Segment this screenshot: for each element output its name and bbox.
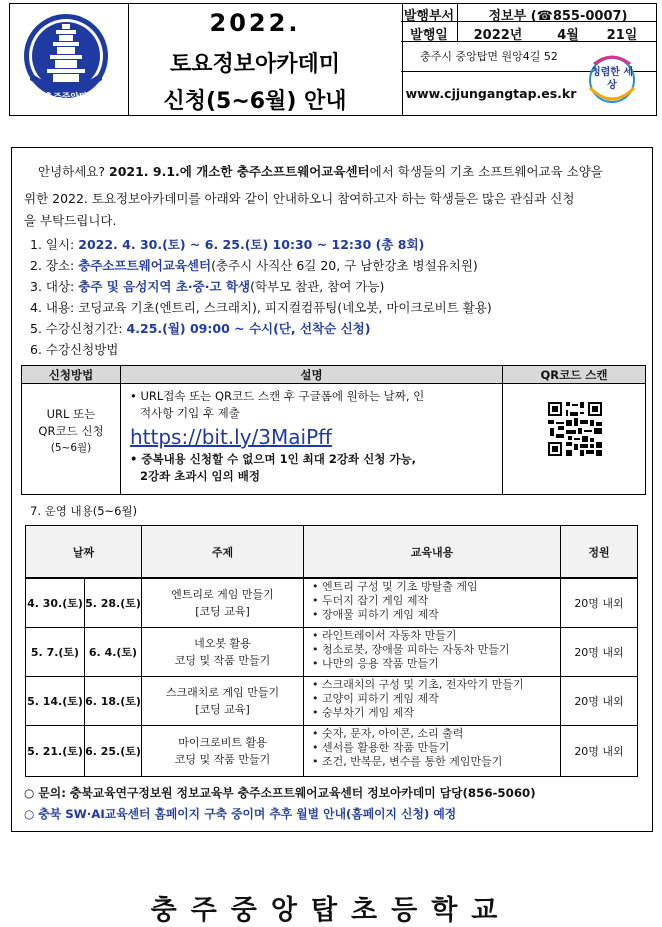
item-place: 2. 장소: 충주소프트웨어교육센터(충주시 사직산 6길 20, 구 남한강초 병설유치원) <box>30 258 478 273</box>
app-desc-cell: • URL접속 또는 QR코드 스캔 후 구글폼에 원하는 날짜, 인 적사항 기입 후 제출 https://bit.ly/3MaiPff • 중복내용 신청할 수 없으며 1인 최대 2강좌 신청 가능, 2강좌 초과시 임의 배정 <box>130 388 500 485</box>
app-header-method: 신청방법 <box>48 367 94 382</box>
integrity-badge <box>580 46 644 110</box>
table-row-1-topic: 엔트리로 게임 만들기 [코딩 교육] <box>171 588 274 618</box>
date-month: 4월 <box>557 28 579 43</box>
publisher-label: 발행부서 <box>403 9 455 24</box>
sched-header-capacity: 정원 <box>588 545 610 559</box>
address: 충주시 중앙탑면 원앙4길 52 <box>420 50 558 63</box>
table-row-4-capacity: 20명 내외 <box>574 745 624 758</box>
intro-center: 2021. 9.1.에 개소한 충주소프트웨어교육센터 <box>109 164 370 179</box>
item-method: 6. 수강신청방법 <box>30 342 119 357</box>
intro-line-1 <box>24 163 644 180</box>
app-method-cell: URL 또는 QR코드 신청 (5~6월) <box>38 407 104 454</box>
date-year: 2022년 <box>473 28 523 43</box>
table-row-4-date2: 6. 25.(토) <box>85 745 141 758</box>
schedule-table <box>25 525 638 777</box>
integrity-badge-text: 청렴한 세상 <box>590 67 634 91</box>
title-application: 신청(5~6월) 안내 <box>163 89 347 114</box>
application-link[interactable]: https://bit.ly/3MaiPff <box>130 425 332 449</box>
school-logo <box>20 10 112 110</box>
table-row-3-topic: 스크래치로 게임 만들기 [코딩 교육] <box>165 686 280 716</box>
table-row-3-date1: 5. 14.(토) <box>27 695 83 708</box>
table-row-2-topic: 네오봇 활용 코딩 및 작품 만들기 <box>174 637 271 667</box>
school-name-footer: 충주중앙탑초등학교 <box>150 895 512 926</box>
school-logo-text: 충주중앙탑 <box>44 93 88 103</box>
application-table <box>21 365 646 495</box>
qr-code-icon[interactable] <box>546 400 604 458</box>
app-header-qr: QR코드 스캔 <box>540 367 608 382</box>
table-row-4-content: • 숫자, 문자, 아이콘, 소리 출력 • 센서를 활용한 작품 만들기 • 조건, 반복문, 변수를 통한 게임만들기 <box>312 727 503 768</box>
table-row-3-date2: 6. 18.(토) <box>85 695 141 708</box>
intro-line-2: 위한 2022. 토요정보아카데미를 아래와 같이 안내하오니 참여하고자 하는 학생들은 많은 관심과 신청 <box>24 191 575 206</box>
item-period: 5. 수강신청기간: 4.25.(월) 09:00 ~ 수시(단, 선착순 신청) <box>30 321 371 336</box>
sched-header-topic: 주제 <box>211 545 234 559</box>
table-row-3-capacity: 20명 내외 <box>574 695 624 708</box>
table-row-2-date2: 6. 4.(토) <box>88 646 138 659</box>
sched-header-content: 교육내용 <box>410 545 454 559</box>
item-target: 3. 대상: 충주 및 음성지역 초·중·고 학생(학부모 참관, 참여 가능) <box>30 279 385 294</box>
intro-rest: 에서 학생들의 기초 소프트웨어교육 소양을 <box>369 164 603 179</box>
date-label: 발행일 <box>410 28 448 43</box>
homepage-note: ○ 충북 SW·AI교육센터 홈페이지 구축 중이며 추후 월별 안내(홈페이지 신청) 예정 <box>24 807 457 821</box>
date-day: 21일 <box>606 28 638 43</box>
table-row-4-date1: 5. 21.(토) <box>27 745 83 758</box>
intro-line-3: 을 부탁드립니다. <box>24 213 117 228</box>
table-row-1-date1: 4. 30.(토) <box>27 597 83 610</box>
contact-note: ○ 문의: 충북교육연구정보원 정보교육부 충주소프트웨어교육센터 정보아카데미 담당(856-5060) <box>24 786 536 800</box>
table-row-3-content: • 스크래치의 구성 및 기초, 전자악기 만들기 • 고양이 피하기 게임 제작 • 숭부차기 게임 제작 <box>312 678 524 719</box>
schedule-heading: 7. 운영 내용(5~6월) <box>30 504 138 518</box>
sched-header-date: 날짜 <box>72 545 95 559</box>
item-content: 4. 내용: 코딩교육 기초(엔트리, 스크래치), 피지컬컴퓨팅(네오봇, 마이크로비트 활용) <box>30 300 492 315</box>
title-year: 2022. <box>209 9 301 37</box>
intro-greeting: 안녕하세요? <box>38 164 106 179</box>
table-row-1-content: • 엔트리 구성 및 기초 방탈출 게임 • 두더지 잡기 게임 제작 • 장애물 피하기 게임 제작 <box>312 580 478 621</box>
table-row-2-capacity: 20명 내외 <box>574 646 624 659</box>
table-row-4-topic: 마이크로비트 활용 코딩 및 작품 만들기 <box>174 736 271 766</box>
website[interactable]: www.cjjungangtap.es.kr <box>405 86 577 101</box>
item-date: 1. 일시: 2022. 4. 30.(토) ~ 6. 25.(토) 10:30 ~ 12:30 (총 8회) <box>30 237 425 252</box>
publisher-value: 정보부 (☎855-0007) <box>488 9 628 24</box>
title-academy: 토요정보아카데미 <box>169 52 341 77</box>
table-row-1-date2: 5. 28.(토) <box>85 597 141 610</box>
table-row-2-date1: 5. 7.(토) <box>30 646 80 659</box>
table-row-2-content: • 라인트레이서 자동차 만들기 • 청소로봇, 장애물 피하는 자동차 만들기 • 나만의 응용 작품 만들기 <box>312 629 510 670</box>
table-row-1-capacity: 20명 내외 <box>574 597 624 610</box>
app-header-desc: 설명 <box>300 367 323 382</box>
